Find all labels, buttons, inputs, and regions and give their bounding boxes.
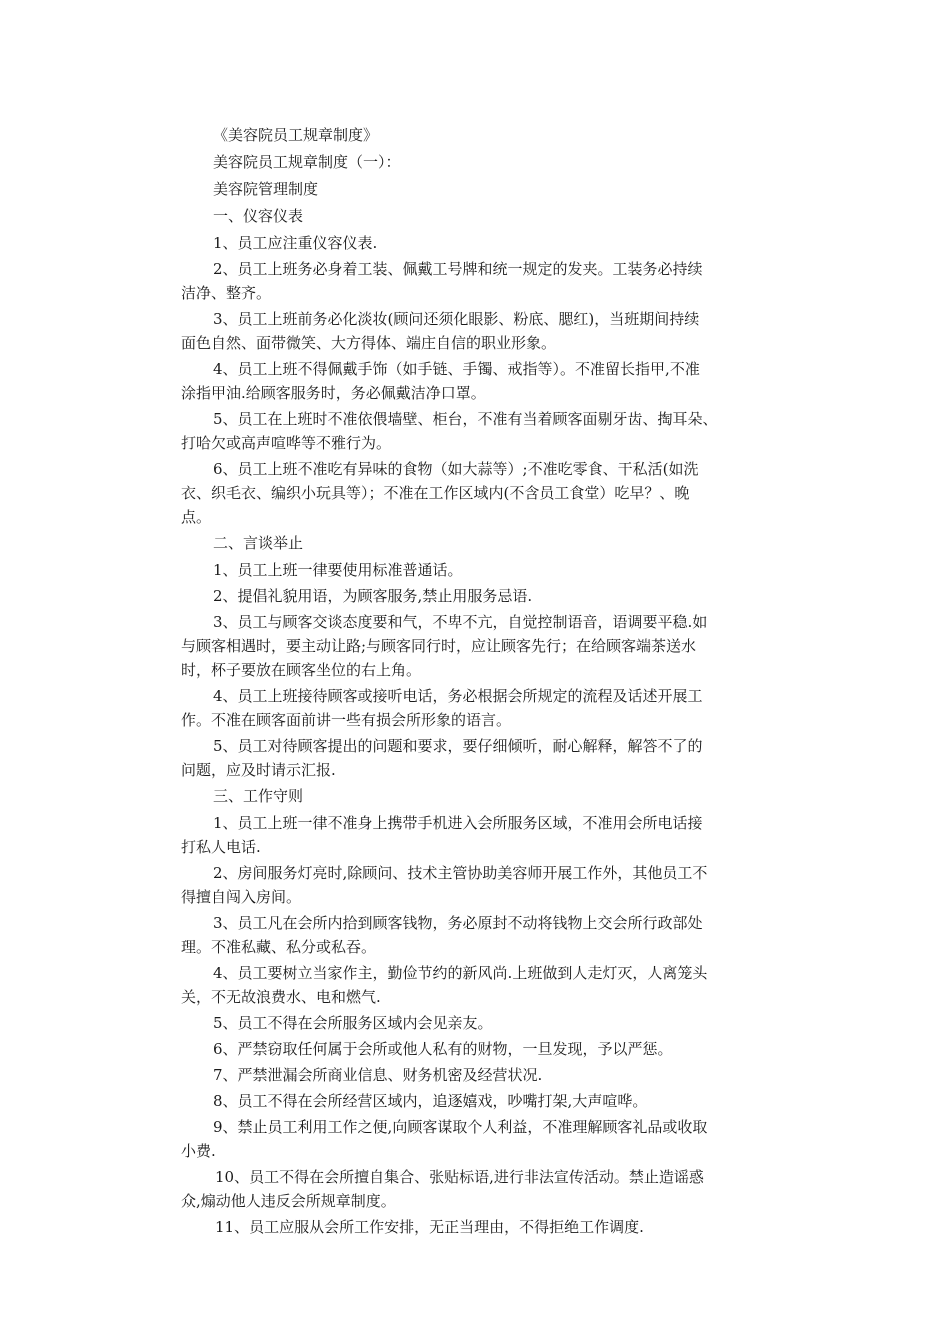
document-title: 《美容院员工规章制度》: [213, 126, 379, 144]
rule-line-continued: 衣、织毛衣、编织小玩具等）；不准在工作区域内(不含员工食堂）吃早？、晚: [181, 484, 690, 502]
rule-paragraph: [181, 584, 781, 608]
rule-line-first: 4、员工要树立当家作主，勤俭节约的新风尚.上班做到人走灯灭，人离笼头: [213, 964, 708, 982]
rule-paragraph: [181, 811, 781, 859]
rule-paragraph: [181, 558, 781, 582]
rule-paragraph: [181, 457, 781, 529]
rule-line-first: 2、房间服务灯亮时,除顾问、技术主管协助美容师开展工作外，其他员工不: [213, 864, 708, 882]
rule-line-first: 3、员工与顾客交谈态度要和气，不卑不亢，自觉控制语音，语调要平稳.如: [213, 613, 708, 631]
document-subtitle: 美容院员工规章制度（一）：: [213, 153, 401, 171]
rule-line-first: 1、员工应注重仪容仪表.: [213, 234, 378, 252]
rule-line-continued: 得擅自闯入房间。: [181, 888, 302, 906]
rule-paragraph: [181, 231, 781, 255]
section-heading: 一、仪容仪表: [213, 207, 304, 225]
rule-paragraph: [181, 257, 781, 305]
rule-paragraph: [181, 407, 781, 455]
rule-paragraph: [181, 1063, 781, 1087]
rule-line-continued: 关，不无故浪费水、电和燃气.: [181, 988, 381, 1006]
rule-line-first: 4、员工上班接待顾客或接听电话，务必根据会所规定的流程及话述开展工: [213, 687, 703, 705]
document-body: [181, 123, 781, 1241]
rule-line-continued: 打私人电话.: [181, 838, 261, 856]
rule-line-continued: 涂指甲油.给顾客服务时，务必佩戴洁净口罩。: [181, 384, 486, 402]
rule-line-first: 9、禁止员工利用工作之便,向顾客谋取个人利益，不准理解顾客礼品或收取: [213, 1118, 708, 1136]
rule-line-continued: 打哈欠或高声喧哗等不雅行为。: [181, 434, 392, 452]
rule-line-first: 5、员工在上班时不准依偎墙壁、柜台，不准有当着顾客面剔牙齿、掏耳朵、: [213, 410, 718, 428]
rule-paragraph: [181, 1089, 781, 1113]
rule-paragraph: [181, 357, 781, 405]
rule-paragraph: [181, 911, 781, 959]
rule-paragraph: [181, 961, 781, 1009]
rule-line-first: 6、严禁窃取任何属于会所或他人私有的财物，一旦发现，予以严惩。: [213, 1040, 673, 1058]
rule-paragraph: [181, 1011, 781, 1035]
rule-line-first: 5、员工对待顾客提出的问题和要求，要仔细倾听，耐心解释，解答不了的: [213, 737, 703, 755]
sections-container: [181, 204, 781, 1239]
rule-line-first: 5、员工不得在会所服务区域内会见亲友。: [213, 1014, 493, 1032]
rule-line-first: 3、员工上班前务必化淡妆(顾问还须化眼影、粉底、腮红)，当班期间持续: [213, 310, 700, 328]
rule-line-continued: 洁净、整齐。: [181, 284, 272, 302]
rule-line-continued: 众,煽动他人违反会所规章制度。: [181, 1192, 396, 1210]
rule-line-first: 3、员工凡在会所内拾到顾客钱物，务必原封不动将钱物上交会所行政部处: [213, 914, 703, 932]
section-heading: 二、言谈举止: [213, 534, 304, 552]
rule-paragraph: [181, 1215, 781, 1239]
rule-paragraph: [181, 734, 781, 782]
rule-paragraph: [181, 1115, 781, 1163]
rule-line-continued: 理。不准私藏、私分或私吞。: [181, 938, 377, 956]
rule-line-first: 7、严禁泄漏会所商业信息、财务机密及经营状况.: [213, 1066, 543, 1084]
rule-line-continued: 作。不准在顾客面前讲一些有损会所形象的语言。: [181, 711, 512, 729]
rule-line-continued: 小费.: [181, 1142, 216, 1160]
rule-line-continued: 面色自然、面带微笑、大方得体、端庄自信的职业形象。: [181, 334, 557, 352]
rule-line-first: 1、员工上班一律不准身上携带手机进入会所服务区域，不准用会所电话接: [213, 814, 703, 832]
rule-line-continued: 点。: [181, 508, 212, 526]
section-main-title: 美容院管理制度: [213, 180, 319, 198]
rule-paragraph: [181, 307, 781, 355]
rule-paragraph: [181, 1037, 781, 1061]
rule-line-first: 10、员工不得在会所擅自集合、张贴标语,进行非法宣传活动。禁止造谣惑: [215, 1168, 704, 1186]
rule-line-continued: 时，杯子要放在顾客坐位的右上角。: [181, 661, 422, 679]
rule-paragraph: [181, 610, 781, 682]
rule-line-first: 6、员工上班不准吃有异味的食物（如大蒜等）;不准吃零食、干私活(如洗: [213, 460, 699, 478]
rule-paragraph: [181, 861, 781, 909]
rule-line-continued: 问题，应及时请示汇报.: [181, 761, 336, 779]
rule-line-first: 4、员工上班不得佩戴手饰（如手链、手镯、戒指等）。不准留长指甲,不准: [213, 360, 700, 378]
rule-line-continued: 与顾客相遇时，要主动让路;与顾客同行时，应让顾客先行；在给顾客端茶送水: [181, 637, 697, 655]
rule-paragraph: [181, 1165, 781, 1213]
rule-paragraph: [181, 684, 781, 732]
rule-line-first: 2、员工上班务必身着工装、佩戴工号牌和统一规定的发夹。工装务必持续: [213, 260, 703, 278]
rule-line-first: 11、员工应服从会所工作安排，无正当理由，不得拒绝工作调度.: [215, 1218, 644, 1236]
rule-line-first: 2、提倡礼貌用语，为顾客服务,禁止用服务忌语.: [213, 587, 533, 605]
rule-line-first: 8、员工不得在会所经营区域内，追逐嬉戏，吵嘴打架,大声喧哗。: [213, 1092, 648, 1110]
section-heading: 三、工作守则: [213, 787, 304, 805]
rule-line-first: 1、员工上班一律要使用标准普通话。: [213, 561, 463, 579]
